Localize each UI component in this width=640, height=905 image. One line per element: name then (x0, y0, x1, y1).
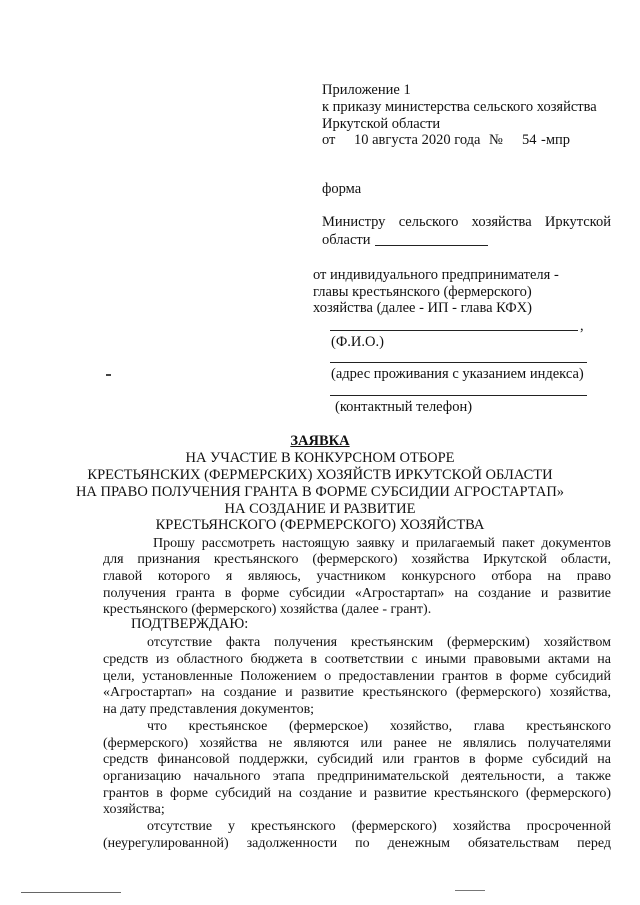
scan-mark (455, 890, 485, 891)
body-line: средств из областного бюджета в соответствии с иными правовыми актами на (103, 652, 611, 667)
body-line: крестьянского (фермерского) хозяйства (далее - грант). (103, 602, 432, 617)
body-line: (фермерского) хозяйства не являются или ранее не являлись получателями (103, 736, 611, 751)
address-caption: (адрес проживания с указанием индекса) (331, 366, 584, 382)
body-line: грантов в форме субсидий на создание и развитие крестьянского (фермерского) (103, 786, 611, 801)
fio-caption: (Ф.И.О.) (331, 334, 384, 350)
addressee-word: сельского (398, 214, 459, 230)
addressee-underline (375, 245, 488, 246)
addressee-word: Иркутской (544, 214, 611, 230)
body-line: (неурегулированной) задолженности по денежным обязательствам перед (103, 836, 611, 851)
addressee-word: Министру (322, 214, 386, 230)
body-line: для признания крестьянского (фермерского) хозяйства Иркутской области, (103, 552, 611, 567)
appendix-title: Приложение 1 (322, 82, 411, 98)
address-underline (330, 362, 587, 363)
heading-line: НА СОЗДАНИЕ И РАЗВИТИЕ (224, 501, 416, 517)
from-line-1: от индивидуального предпринимателя - (313, 267, 559, 283)
appendix-date: 10 августа 2020 года (354, 132, 481, 148)
from-line-2: главы крестьянского (фермерского) (313, 284, 532, 300)
appendix-order-line: к приказу министерства сельского хозяйства (322, 99, 597, 115)
body-line: Прошу рассмотреть настоящую заявку и прилагаемый пакет документов (153, 536, 611, 551)
appendix-number: 54 (522, 132, 537, 148)
from-line-3: хозяйства (далее - ИП - глава КФХ) (313, 300, 532, 316)
appendix-region-line: Иркутской области (322, 116, 441, 132)
body-line: получения гранта в форме субсидии «Агростартап» на создание и развитие (103, 586, 611, 601)
heading-line: НА УЧАСТИЕ В КОНКУРСНОМ ОТБОРЕ (185, 450, 455, 466)
phone-caption: (контактный телефон) (335, 399, 473, 415)
body-line: средств финансовой поддержки, субсидий или грантов в форме субсидий на (103, 752, 611, 767)
addressee-region: области (322, 232, 371, 248)
body-line: цели, установленные Положением о предоставлении грантов в форме субсидий (103, 669, 611, 684)
fio-comma: , (580, 318, 584, 334)
fio-underline (330, 330, 578, 331)
confirm-heading: ПОДТВЕРЖДАЮ: (131, 616, 249, 632)
appendix-date-prefix: от (322, 132, 336, 148)
appendix-number-sign: № (489, 132, 503, 148)
body-line: отсутствие у крестьянского (фермерского) хозяйства просроченной (147, 819, 611, 834)
heading-line: КРЕСТЬЯНСКОГО (ФЕРМЕРСКОГО) ХОЗЯЙСТВА (155, 517, 485, 533)
addressee-word: хозяйства (471, 214, 532, 230)
body-line: на дату представления документов; (103, 702, 315, 717)
body-line: главой которого я являюсь, участником конкурсного отбора на право (103, 569, 611, 584)
body-line: организацию начального этапа предпринимательской деятельности, а также (103, 769, 611, 784)
body-line: отсутствие факта получения крестьянским (фермерским) хозяйством (147, 635, 611, 650)
heading-line: НА ПРАВО ПОЛУЧЕНИЯ ГРАНТА В ФОРМЕ СУБСИДИИ АГРОСТАРТАП» (75, 484, 565, 500)
scan-mark (106, 374, 111, 376)
phone-underline (330, 395, 587, 396)
scan-mark (21, 892, 121, 893)
body-line: что крестьянское (фермерское) хозяйство, глава крестьянского (147, 719, 611, 734)
form-label: форма (322, 181, 362, 197)
body-line: хозяйства; (103, 802, 165, 817)
addressee-line (322, 213, 611, 231)
appendix-suffix: -мпр (541, 132, 571, 148)
heading-line: КРЕСТЬЯНСКИХ (ФЕРМЕРСКИХ) ХОЗЯЙСТВ ИРКУТСКОЙ ОБЛАСТИ (87, 467, 553, 483)
application-title: ЗАЯВКА (290, 433, 350, 449)
body-line: «Агростартап» на создание и развитие крестьянского (фермерского) хозяйства, (103, 685, 611, 700)
